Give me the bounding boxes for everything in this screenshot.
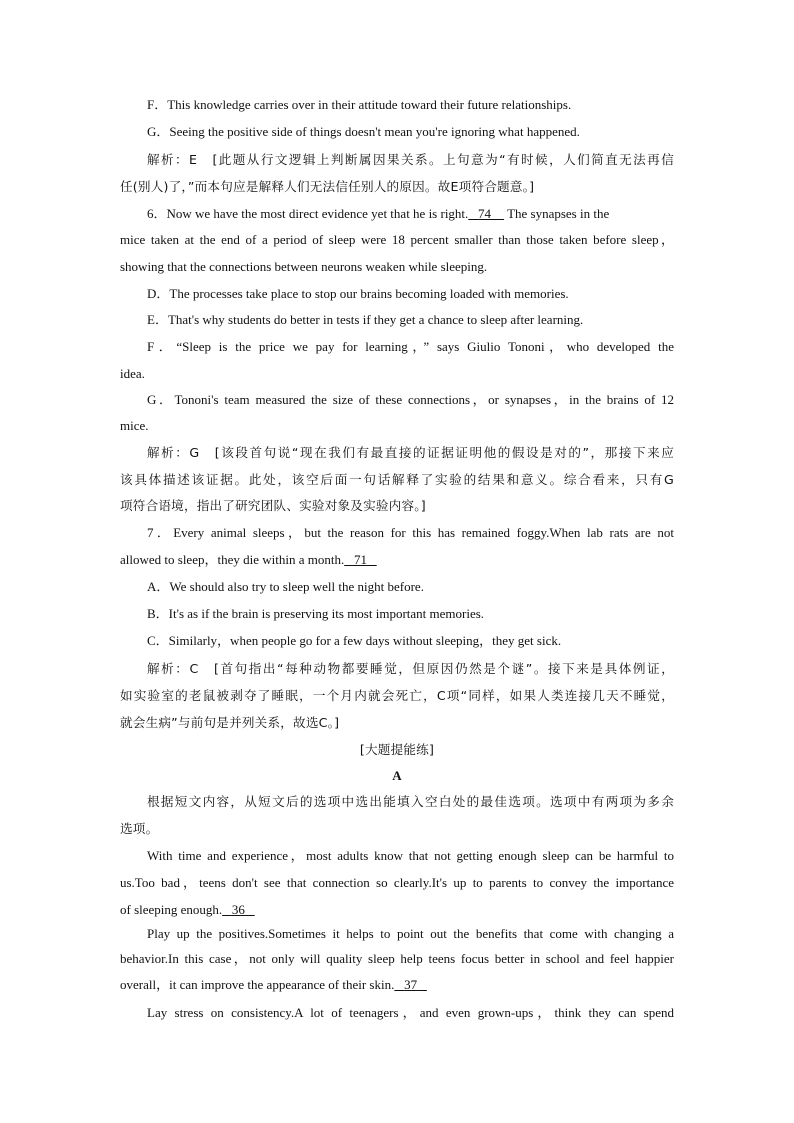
passage-p2-line-2: behavior.In this case，not only will quality sleep help teens focus better in school and feel happier — [120, 951, 674, 966]
explanation-6-line-1: 解析：G [该段首句说“现在我们有最直接的证据证明他的假设是对的”，那接下来应 — [147, 445, 674, 460]
question-6-line-3: showing that the connections between neurons weaken while sleeping. — [120, 259, 488, 274]
answer-blank-71: 71 — [353, 552, 367, 567]
option-f2-line-2: idea. — [120, 366, 145, 381]
passage-p2-line-1: Play up the positives.Sometimes it helps to point out the benefits that come with changing a — [147, 926, 674, 941]
option-f-text: F．This knowledge carries over in their attitude toward their future relationships. — [147, 97, 572, 112]
instructions-line-1: 根据短文内容，从短文后的选项中选出能填入空白处的最佳选项。选项中有两项为多余 — [147, 794, 674, 809]
answer-blank-37: 37 — [404, 977, 418, 992]
explanation-5-line-1: 解析：E [此题从行文逻辑上判断属因果关系。上句意为“有时候，人们简直无法再信 — [147, 152, 674, 167]
explanation-5-line-2: 任(别人)了，”而本句应是解释人们无法信任别人的原因。故E项符合题意。] — [120, 179, 535, 194]
passage-p1-line-2: us.Too bad，teens don't see that connection so clearly.It's up to parents to convey the importance — [120, 875, 674, 890]
option-e-line: E．That's why students do better in tests if they get a chance to sleep after learning. — [147, 312, 584, 327]
question-7-line-2: allowed to sleep，they die within a month. 71 — [120, 552, 674, 568]
instructions-line-2: 选项。 — [120, 821, 159, 836]
explanation-6-line-3: 项符合语境，指出了研究团队、实验对象及实验内容。] — [120, 498, 426, 513]
option-b-line: B．It's as if the brain is preserving its most important memories. — [147, 606, 485, 621]
option-a-line: A．We should also try to sleep well the night before. — [147, 579, 424, 594]
option-f-line — [147, 97, 674, 113]
option-g-line — [147, 124, 674, 140]
explanation-6-line-2: 该具体描述该证据。此处，该空后面一句话解释了实验的结果和意义。综合看来，只有G — [120, 472, 674, 487]
option-g2-line-2: mice. — [120, 418, 149, 433]
question-6-line-2: mice taken at the end of a period of sleep were 18 percent smaller than those taken before sleep， — [120, 232, 674, 247]
explanation-7-line-3: 就会生病”与前句是并列关系，故选C。] — [120, 715, 340, 730]
passage-p1-line-1: With time and experience，most adults know that not getting enough sleep can be harmful to — [147, 848, 674, 863]
section-heading: [大题提能练] — [359, 742, 435, 757]
option-f2-line-1: F．“Sleep is the price we pay for learning，” says Giulio Tononi，who developed the — [147, 339, 674, 354]
option-d-line: D．The processes take place to stop our brains becoming loaded with memories. — [147, 286, 569, 301]
option-g-text: G．Seeing the positive side of things doesn't mean you're ignoring what happened. — [147, 124, 580, 139]
question-7-line-1: 7．Every animal sleeps，but the reason for this has remained foggy.When lab rats are not — [147, 525, 674, 540]
answer-blank-74: 74 — [478, 206, 492, 221]
passage-p2-line-3: overall，it can improve the appearance of their skin. 37 — [120, 977, 674, 993]
passage-p3-line-1: Lay stress on consistency.A lot of teenagers，and even grown-ups，think they can spend — [147, 1005, 674, 1020]
option-c-line: C．Similarly，when people go for a few days without sleeping，they get sick. — [147, 633, 562, 648]
passage-label: A — [392, 768, 402, 783]
passage-p1-line-3: of sleeping enough. 36 — [120, 902, 674, 918]
explanation-7-line-2: 如实验室的老鼠被剥夺了睡眠，一个月内就会死亡，C项“同样，如果人类连接几天不睡觉， — [120, 688, 674, 703]
answer-blank-36: 36 — [231, 902, 245, 917]
question-6-line-1: 6．Now we have the most direct evidence yet that he is right. 74 The synapses in the — [147, 206, 610, 221]
option-g2-line-1: G．Tononi's team measured the size of these connections，or synapses，in the brains of 12 — [147, 392, 674, 407]
explanation-7-line-1: 解析：C [首句指出“每种动物都要睡觉，但原因仍然是个谜”。接下来是具体例证， — [147, 661, 674, 676]
